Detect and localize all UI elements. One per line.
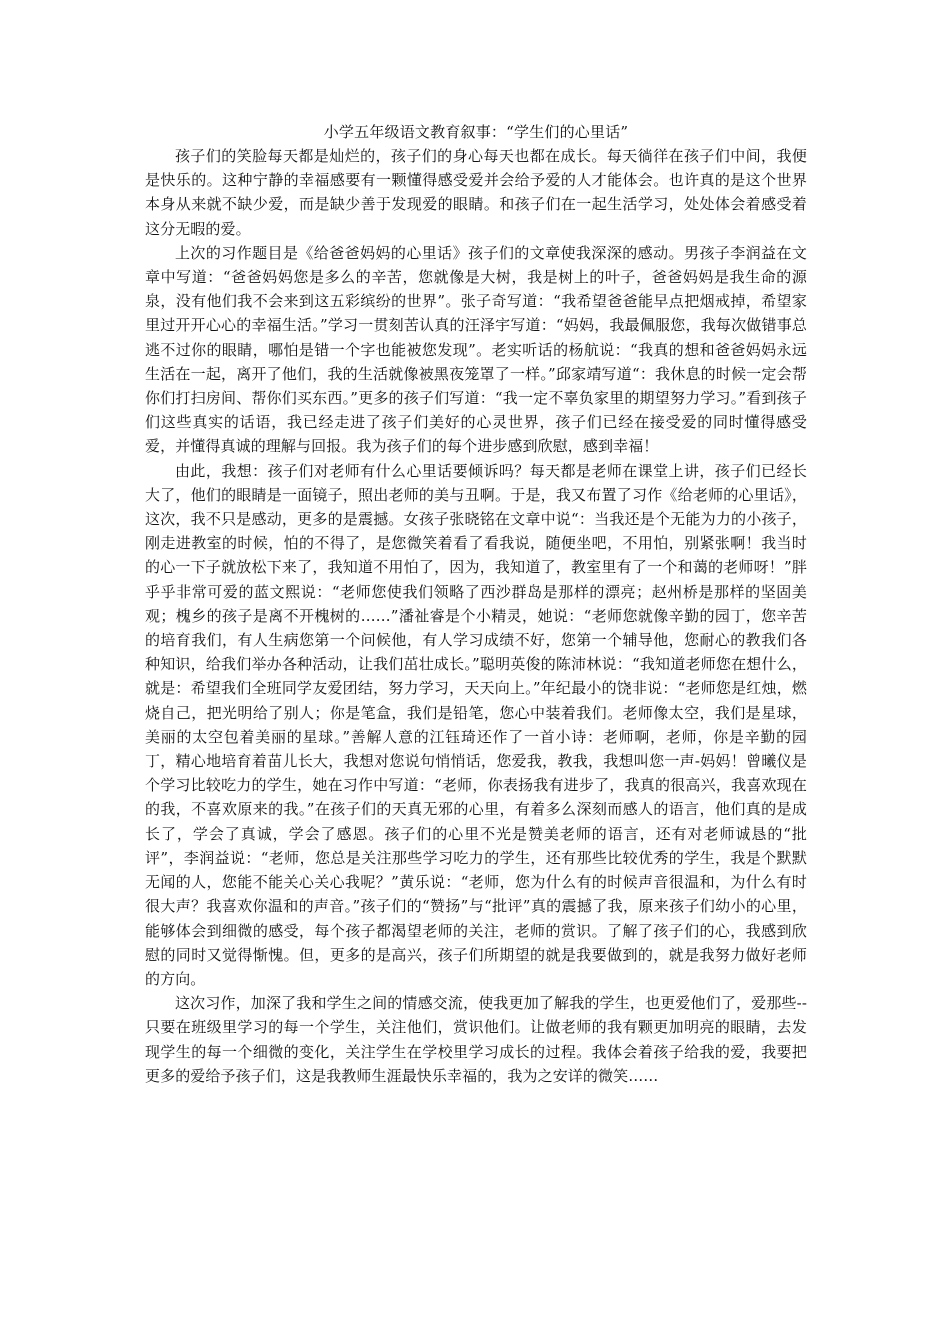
paragraph-2: 上次的习作题目是《给爸爸妈妈的心里话》孩子们的文章使我深深的感动。男孩子李润益在文章中写道：“爸爸妈妈您是多么的辛苦，您就像是大树，我是树上的叶子，爸爸妈妈是我生命的源泉，没有他们我不会来到这五彩缤纷的世界”。张子奇写道：“我希望爸爸能早点把烟戒掉，希望家里过开开心心的幸福生活。”学习一贯刻苦认真的汪泽宇写道：“妈妈，我最佩服您，我每次做错事总逃不过你的眼睛，哪怕是错一个字也能被您发现”。老实听话的杨航说：“我真的想和爸爸妈妈永远生活在一起，离开了他们，我的生活就像被黑夜笼罩了一样。”邱家靖写道“：我休息的时候一定会帮你们打扫房间、帮你们买东西。”更多的孩子们写道：“我一定不辜负家里的期望努力学习。”看到孩子们这些真实的话语，我已经走进了孩子们美好的心灵世界，孩子们已经在接受爱的同时懂得感受爱，并懂得真诚的理解与回报。我为孩子们的每个进步感到欣慰，感到幸福！	[145, 243, 807, 456]
paragraph-4: 这次习作，加深了我和学生之间的情感交流，使我更加了解我的学生，也更爱他们了，爱那些--只要在班级里学习的每一个学生，关注他们，赏识他们。让做老师的我有颗更加明亮的眼睛，去发现学生的每一个细微的变化，关注学生在学校里学习成长的过程。我体会着孩子给我的爱，我要把更多的爱给予孩子们，这是我教师生涯最快乐幸福的，我为之安详的微笑……	[145, 994, 807, 1085]
document-page	[145, 120, 807, 1088]
document-title: 小学五年级语文教育叙事：“学生们的心里话”	[323, 123, 629, 141]
paragraph-1: 孩子们的笑脸每天都是灿烂的，孩子们的身心每天也都在成长。每天徜徉在孩子们中间，我便是快乐的。这种宁静的幸福感要有一颗懂得感受爱并会给予爱的人才能体会。也许真的是这个世界本身从来就不缺少爱，而是缺少善于发现爱的眼睛。和孩子们在一起生活学习，处处体会着感受着这分无暇的爱。	[145, 147, 807, 238]
paragraph-3: 由此，我想：孩子们对老师有什么心里话要倾诉吗？每天都是老师在课堂上讲，孩子们已经长大了，他们的眼睛是一面镜子，照出老师的美与丑啊。于是，我又布置了习作《给老师的心里话》，这次，我不只是感动，更多的是震撼。女孩子张晓铭在文章中说“：当我还是个无能为力的小孩子，刚走进教室的时候，怕的不得了，是您微笑着看了看我说，随便坐吧，不用怕，别紧张啊！我当时的心一下子就放松下来了，我知道不用怕了，因为，我知道了，教室里有了一个和蔼的老师呀！”胖乎乎非常可爱的蓝文熙说：“老师您使我们领略了西沙群岛是那样的漂亮；赵州桥是那样的坚固美观；槐乡的孩子是离不开槐树的……”潘祉睿是个小精灵，她说：“老师您就像辛勤的园丁，您辛苦的培育我们，有人生病您第一个问候他，有人学习成绩不好，您第一个辅导他，您耐心的教我们各种知识，给我们举办各种活动，让我们茁壮成长。”聪明英俊的陈沛林说：“我知道老师您在想什么，就是：希望我们全班同学友爱团结，努力学习，天天向上。”年纪最小的饶非说：“老师您是红烛，燃烧自己，把光明给了别人；你是笔盒，我们是铅笔，您心中装着我们。老师像太空，我们是星球，美丽的太空包着美丽的星球。”善解人意的江钰琦还作了一首小诗：老师啊，老师，你是辛勤的园丁，精心地培育着苗儿长大，我想对您说句悄悄话，您爱我，教我，我想叫您一声-妈妈！曾曦仪是个学习比较吃力的学生，她在习作中写道：“老师，你表扬我有进步了，我真的很高兴，我喜欢现在的我，不喜欢原来的我。”在孩子们的天真无邪的心里，有着多么深刻而感人的语言，他们真的是成长了，学会了真诚，学会了感恩。孩子们的心里不光是赞美老师的语言，还有对老师诚恳的“批评”，李润益说：“老师，您总是关注那些学习吃力的学生，还有那些比较优秀的学生，我是个默默无闻的人，您能不能关心关心我呢？”黄乐说：“老师，您为什么有的时候声音很温和，为什么有时很大声？我喜欢你温和的声音。”孩子们的“赞扬”与“批评”真的震撼了我，原来孩子们幼小的心里，能够体会到细微的感受，每个孩子都渴望老师的关注，老师的赏识。了解了孩子们的心，我感到欣慰的同时又觉得惭愧。但，更多的是高兴，孩子们所期望的就是我要做到的，就是我努力做好老师的方向。	[145, 461, 807, 988]
